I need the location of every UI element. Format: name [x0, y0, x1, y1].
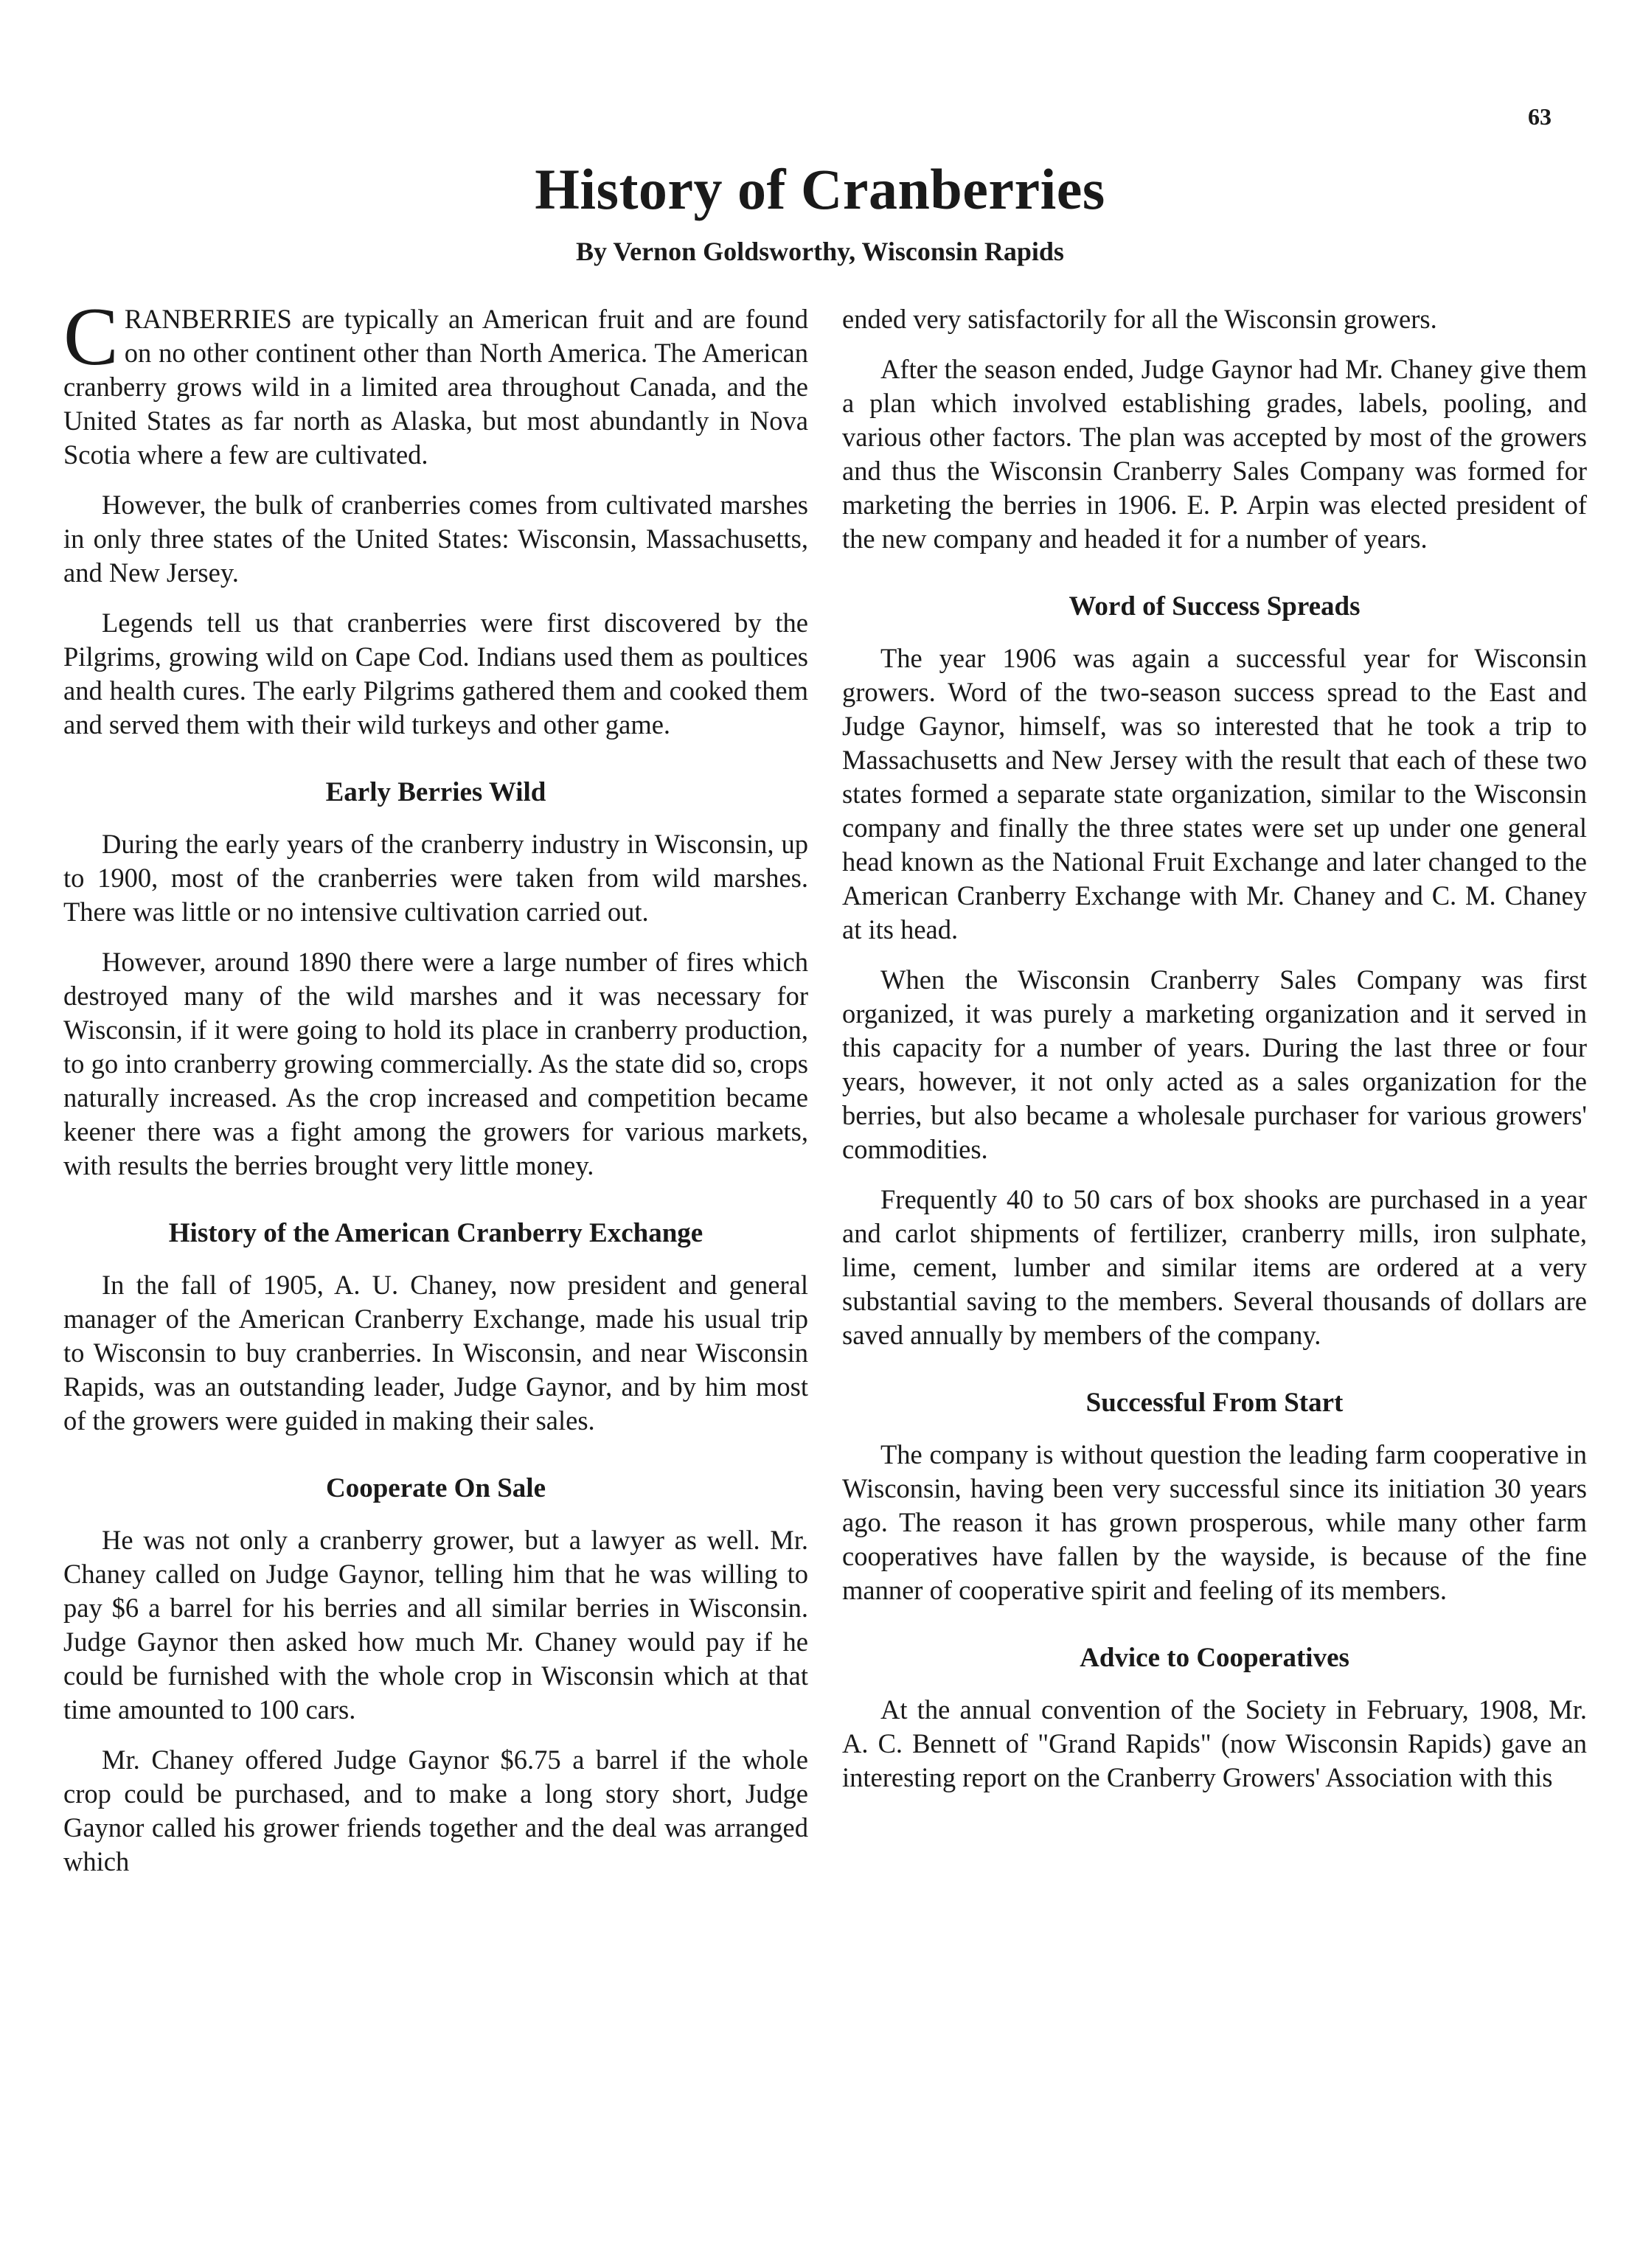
- page-number: 63: [1528, 103, 1552, 130]
- paragraph: He was not only a cranberry grower, but a lawyer as well. Mr. Chaney called on Judge Gaynor, telling him that he was willing to pay $6 a barrel for his berries and all similar berries in Wisconsin. Judge Gaynor then asked how much Mr. Chaney would pay if he could be furnished with the whole crop in Wisconsin which at that time amounted to 100 cars.: [63, 1525, 808, 1725]
- right-column: [842, 302, 1587, 1811]
- paragraph: During the early years of the cranberry industry in Wisconsin, up to 1900, most of the cranberries were taken from wild marshes. There was little or no intensive cultivation carried out.: [63, 829, 808, 927]
- paragraph: In the fall of 1905, A. U. Chaney, now president and general manager of the American Cranberry Exchange, made his usual trip to Wisconsin to buy cranberries. In Wisconsin, and near Wisconsin Rapids, was an outstanding leader, Judge Gaynor, and by him most of the growers were guided in making their sales.: [63, 1270, 808, 1436]
- section-heading: History of the American Cranberry Exchange: [168, 1218, 703, 1248]
- section-heading: Word of Success Spreads: [1069, 591, 1361, 622]
- paragraph: However, around 1890 there were a large number of fires which destroyed many of the wild marshes and it was necessary for Wisconsin, if it were going to hold its place in cranberry production, to go into cranberry growing commercially. As the state did so, crops naturally increased. As the crop increased and competition became keener there was a fight among the growers for various markets, with results the berries brought very little money.: [63, 947, 808, 1180]
- paragraph: However, the bulk of cranberries comes from cultivated marshes in only three states of the United States: Wisconsin, Massachusetts, and New Jersey.: [63, 490, 808, 588]
- paragraph: Legends tell us that cranberries were first discovered by the Pilgrims, growing wild on Cape Cod. Indians used them as poultices and health cures. The early Pilgrims gathered them and cooked them and served them with their wild turkeys and other game.: [63, 608, 808, 740]
- intro-paragraph: [63, 291, 808, 472]
- drop-cap: C: [63, 291, 119, 383]
- paragraph: Mr. Chaney offered Judge Gaynor $6.75 a barrel if the whole crop could be purchased, and to make a long story short, Judge Gaynor called his grower friends together and the deal was arranged which: [63, 1745, 808, 1876]
- section-heading: Cooperate On Sale: [325, 1473, 546, 1503]
- paragraph: Frequently 40 to 50 cars of box shooks are purchased in a year and carlot shipments of fertilizer, cranberry mills, iron sulphate, lime, cement, lumber and similar items are ordered at a very substantial saving to the members. Several thousands of dollars are saved annually by members of the company.: [842, 1184, 1587, 1350]
- article-byline: By Vernon Goldsworthy, Wisconsin Rapids: [576, 237, 1064, 266]
- section-heading: Successful From Start: [1085, 1388, 1344, 1418]
- section-heading: Early Berries Wild: [325, 777, 546, 807]
- intro-text: RANBERRIES are typically an American fruit and are found on no other continent other than North America. The American cranberry grows wild in a limited area throughout Canada, and the United States as far north as Alaska, but most abundantly in Nova Scotia where a few are cultivated.: [63, 304, 808, 470]
- section-heading: Advice to Cooperatives: [1080, 1643, 1349, 1673]
- paragraph: The company is without question the leading farm cooperative in Wisconsin, having been very successful since its initiation 30 years ago. The reason it has grown prosperous, while many other farm cooperatives have fallen by the wayside, is because of the fine manner of cooperative spirit and feeling of its members.: [842, 1439, 1587, 1605]
- left-column: [63, 291, 808, 1895]
- paragraph: After the season ended, Judge Gaynor had Mr. Chaney give them a plan which involved establishing grades, labels, pooling, and various other factors. The plan was accepted by most of the growers and thus the Wisconsin Cranberry Sales Company was formed for marketing the berries in 1906. E. P. Arpin was elected president of the new company and headed it for a number of years.: [842, 354, 1587, 554]
- paragraph: When the Wisconsin Cranberry Sales Company was first organized, it was purely a marketing organization and it served in this capacity for a number of years. During the last three or four years, however, it not only acted as a sales organization for the berries, but also became a wholesale purchaser for various growers' commodities.: [842, 964, 1587, 1164]
- paragraph: The year 1906 was again a successful year for Wisconsin growers. Word of the two-season success spread to the East and Judge Gaynor, himself, was so interested that he took a trip to Massachusetts and New Jersey with the result that each of these two states formed a separate state organization, similar to the Wisconsin company and finally the three states were set up under one general head known as the National Fruit Exchange and later changed to the American Cranberry Exchange with Mr. Chaney and C. M. Chaney at its head.: [842, 643, 1587, 945]
- paragraph: ended very satisfactorily for all the Wisconsin growers.: [842, 304, 1437, 334]
- article-title: History of Cranberries: [535, 157, 1105, 221]
- paragraph: At the annual convention of the Society in February, 1908, Mr. A. C. Bennett of "Grand Rapids" (now Wisconsin Rapids) gave an interesting report on the Cranberry Growers' Association with this: [842, 1694, 1587, 1792]
